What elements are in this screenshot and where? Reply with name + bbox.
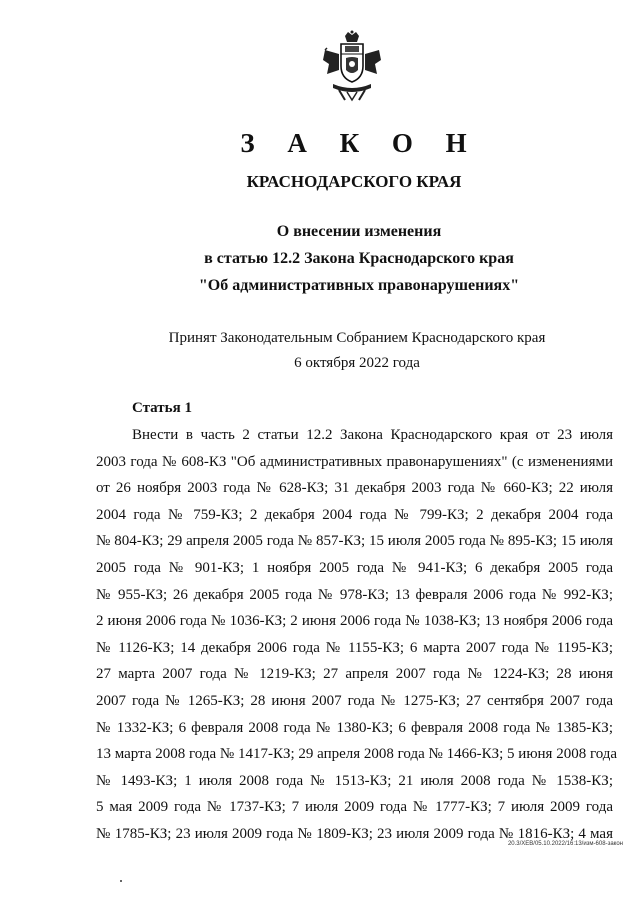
body-line: № 804-КЗ; 29 апреля 2005 года № 857-КЗ; 15 июля 2005 года № 895-КЗ; 15 июля <box>96 533 613 550</box>
law-subject <box>0 218 640 299</box>
body-line: Внести в часть 2 статьи 12.2 Закона Краснодарского края от 23 июля <box>132 427 613 443</box>
adoption-date: 6 октября 2022 года <box>294 355 420 371</box>
body-line: 13 марта 2008 года № 1417-КЗ; 29 апреля 2008 года № 1466-КЗ; 5 июня 2008 года <box>96 746 618 763</box>
body-line: № 1493-КЗ; 1 июля 2008 года № 1513-КЗ; 21 июля 2008 года № 1538-КЗ; <box>96 772 613 789</box>
article-heading: Статья 1 <box>132 400 192 416</box>
body-line: 5 мая 2009 года № 1737-КЗ; 7 июля 2009 года № 1777-КЗ; 7 июля 2009 года <box>96 799 613 816</box>
body-line: № 1785-КЗ; 23 июля 2009 года № 1809-КЗ; 23 июля 2009 года № 1816-КЗ; 4 мая <box>96 825 613 842</box>
body-line: № 955-КЗ; 26 декабря 2005 года № 978-КЗ; 13 февраля 2006 года № 992-КЗ; <box>96 586 613 603</box>
law-title: З А К О Н <box>240 128 480 158</box>
document-code: 20.3/ХЕВ/05.10.2022/16:13/изм-608-закон <box>507 841 623 847</box>
subject-line: "Об административных правонарушениях" <box>198 277 520 294</box>
article-body <box>96 422 618 848</box>
region-title: КРАСНОДАРСКОГО КРАЯ <box>246 172 462 191</box>
subject-line: О внесении изменения <box>276 223 442 240</box>
body-line: № 1126-КЗ; 14 декабря 2006 года № 1155-КЗ; 6 марта 2007 года № 1195-КЗ; <box>96 639 613 656</box>
body-line: 2007 года № 1265-КЗ; 28 июня 2007 года № 1275-КЗ; 27 сентября 2007 года <box>96 692 613 709</box>
adoption-info <box>0 326 640 376</box>
body-line: 2005 года № 901-КЗ; 1 ноября 2005 года № 941-КЗ; 6 декабря 2005 года <box>96 559 613 576</box>
adoption-line: Принят Законодательным Собранием Краснодарского края <box>168 330 546 346</box>
scan-mark <box>120 880 122 882</box>
coat-of-arms-icon <box>319 30 385 102</box>
body-line: 2004 года № 759-КЗ; 2 декабря 2004 года № 799-КЗ; 2 декабря 2004 года <box>96 506 613 523</box>
subject-line: в статью 12.2 Закона Краснодарского края <box>204 250 514 267</box>
body-line: 2 июня 2006 года № 1036-КЗ; 2 июня 2006 года № 1038-КЗ; 13 ноября 2006 года <box>96 613 613 630</box>
body-line: № 1332-КЗ; 6 февраля 2008 года № 1380-КЗ; 6 февраля 2008 года № 1385-КЗ; <box>96 719 613 736</box>
body-line: от 26 ноября 2003 года № 628-КЗ; 31 декабря 2003 года № 660-КЗ; 22 июля <box>96 480 613 497</box>
body-line: 27 марта 2007 года № 1219-КЗ; 27 апреля 2007 года № 1224-КЗ; 28 июня <box>96 666 613 683</box>
body-line: 2003 года № 608-КЗ "Об административных правонарушениях" (с изменениями <box>96 453 613 470</box>
